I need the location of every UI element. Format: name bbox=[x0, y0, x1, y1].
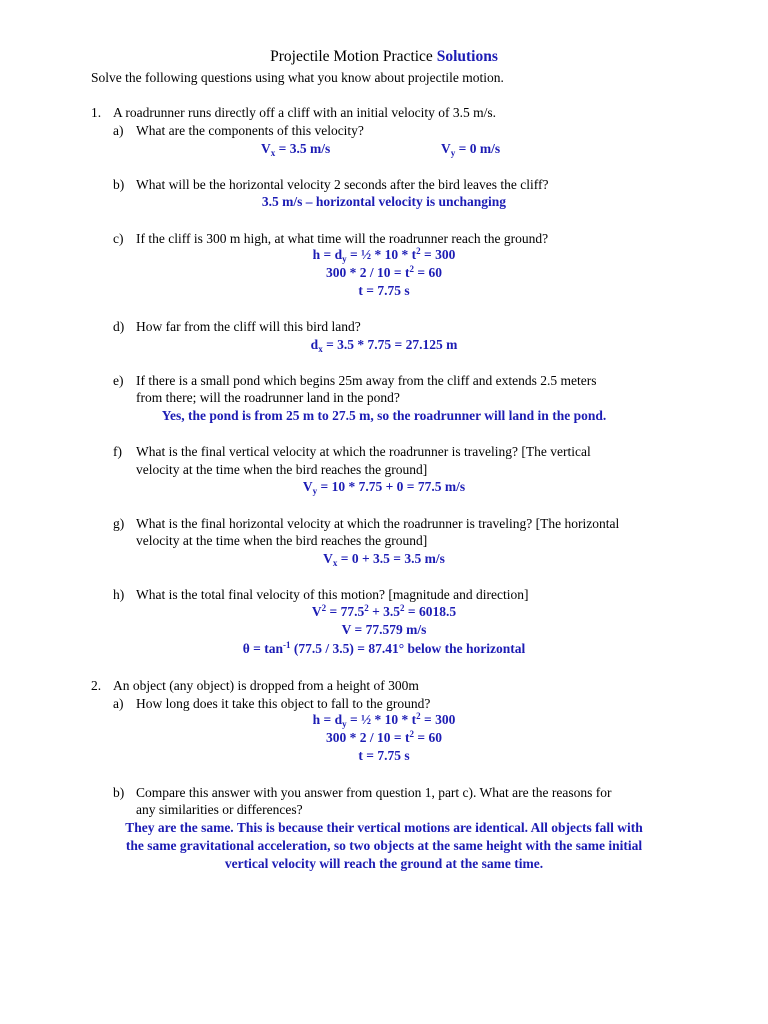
q1h-equation-3: $\theta = \tan^{-1} (77.5 / 3.5) = 87.41^\circ$ below the horizontal bbox=[242, 640, 526, 656]
title-main: Projectile Motion Practice bbox=[270, 48, 433, 65]
question-1-number: 1. bbox=[91, 105, 102, 120]
q1f-answer-value: = 10 * 7.75 + 0 = 77.5 m/s bbox=[317, 479, 466, 494]
q2b-answer-line-2: the same gravitational acceleration, so two objects at the same height with the same initial bbox=[125, 838, 643, 853]
q2a-equation-1: $h = d_y$ = ½ * $10 * t^2 = 300$ bbox=[312, 711, 456, 729]
q1d-label: d) bbox=[113, 319, 125, 334]
q1f-answer: $V_y = 10 * 7.75 + 0 = 77.5$ m/s bbox=[302, 479, 466, 496]
q1d-question: How far from the cliff will this bird land? bbox=[136, 319, 361, 334]
q2b-answer-line-3: vertical velocity will reach the ground at the same time. bbox=[224, 856, 544, 871]
q2a-label: a) bbox=[113, 696, 124, 711]
q1c-equation-2: $300 * 2 / 10 = t^2 = 60$ bbox=[326, 264, 442, 280]
q1c-label: c) bbox=[113, 231, 124, 246]
q1b-label: b) bbox=[113, 177, 125, 192]
q1d-answer: $d_x = 3.5 * 7.75 = 27.125$ m bbox=[310, 337, 458, 354]
q1f-label: f) bbox=[113, 444, 122, 459]
q1a-question: What are the components of this velocity? bbox=[136, 123, 364, 138]
q1g-answer-value: = 0 + 3.5 = 3.5 m/s bbox=[337, 551, 445, 566]
q2a-equation-3: t = 7.75 s bbox=[358, 748, 410, 763]
q1a-answer-vy: $V_y = 0$ m/s bbox=[441, 141, 501, 158]
q1h-question: What is the total final velocity of this motion? [magnitude and direction] bbox=[136, 587, 529, 602]
q1c-equation-1: $h = d_y$ = ½ * $10 * t^2 = 300$ bbox=[312, 246, 456, 264]
question-2-text: An object (any object) is dropped from a height of 300m bbox=[113, 678, 419, 693]
title-solutions: Solutions bbox=[436, 48, 498, 65]
q1e-question-line-2: from there; will the roadrunner land in the pond? bbox=[136, 390, 400, 405]
q2b-question-line-2: any similarities or differences? bbox=[136, 802, 303, 817]
q1f-question-line-2: velocity at the time when the bird reaches the ground] bbox=[136, 462, 428, 477]
q2b-answer-line-1: They are the same. This is because their vertical motions are identical. All objects fall with bbox=[125, 820, 643, 835]
q1a-vx-value: = 3.5 m/s bbox=[275, 141, 331, 156]
q1g-label: g) bbox=[113, 516, 125, 531]
q1c-question: If the cliff is 300 m high, at what time will the roadrunner reach the ground? bbox=[136, 231, 549, 246]
q1d-answer-value: = 3.5 * 7.75 = 27.125 m bbox=[322, 337, 458, 352]
q2a-equation-2: $300 * 2 / 10 = t^2 = 60$ bbox=[326, 729, 442, 745]
q1g-question-line-1: What is the final horizontal velocity at which the roadrunner is traveling? [The horizontal bbox=[136, 516, 620, 531]
page-title bbox=[0, 48, 768, 66]
question-2-number: 2. bbox=[91, 678, 102, 693]
q1c-equation-3: t = 7.75 s bbox=[358, 283, 410, 298]
q1e-answer: Yes, the pond is from 25 m to 27.5 m, so the roadrunner will land in the pond. bbox=[161, 408, 607, 423]
q1a-vy-value: = 0 m/s bbox=[455, 141, 501, 156]
q1e-question-line-1: If there is a small pond which begins 25m away from the cliff and extends 2.5 meters bbox=[136, 373, 597, 388]
q1a-label: a) bbox=[113, 123, 124, 138]
q1h-equation-2: V = 77.579 m/s bbox=[341, 622, 427, 637]
q1g-question-line-2: velocity at the time when the bird reaches the ground] bbox=[136, 533, 428, 548]
q1b-answer: 3.5 m/s – horizontal velocity is unchanging bbox=[261, 194, 507, 209]
intro-text: Solve the following questions using what you know about projectile motion. bbox=[91, 70, 504, 85]
q2b-question-line-1: Compare this answer with you answer from question 1, part c). What are the reasons for bbox=[136, 785, 612, 800]
q1f-question-line-1: What is the final vertical velocity at which the roadrunner is traveling? [The vertical bbox=[136, 444, 591, 459]
q1b-question: What will be the horizontal velocity 2 seconds after the bird leaves the cliff? bbox=[136, 177, 549, 192]
q1h-label: h) bbox=[113, 587, 125, 602]
question-1-text: A roadrunner runs directly off a cliff with an initial velocity of 3.5 m/s. bbox=[113, 105, 497, 120]
q2b-label: b) bbox=[113, 785, 125, 800]
q1h-equation-1: $V^2 = 77.5^2 + 3.5^2 = 6018.5$ bbox=[311, 603, 457, 619]
q1e-label: e) bbox=[113, 373, 124, 388]
q1a-answer-vx: $V_x = 3.5$ m/s bbox=[261, 141, 331, 158]
q1g-answer: $V_x = 0 + 3.5 = 3.5$ m/s bbox=[323, 551, 445, 568]
q2a-question: How long does it take this object to fall to the ground? bbox=[136, 696, 431, 711]
